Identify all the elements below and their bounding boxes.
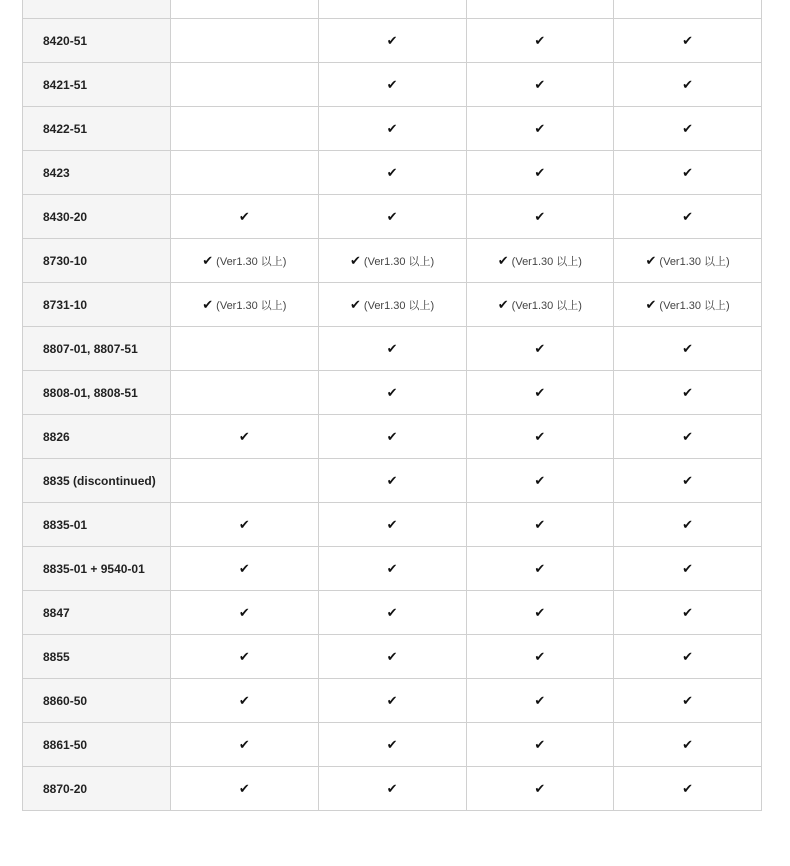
check-icon: ✔ — [497, 253, 509, 269]
support-cell — [466, 635, 614, 679]
version-note: (Ver1.30 以上) — [216, 299, 287, 312]
model-name-cell: 8420-51 — [23, 19, 171, 63]
version-note: (Ver1.30 以上) — [511, 255, 582, 268]
support-cell — [318, 679, 466, 723]
check-icon: ✔ — [386, 473, 398, 489]
support-cell — [614, 767, 762, 811]
version-note: (Ver1.30 以上) — [363, 299, 435, 312]
model-name-cell: 8847 — [23, 591, 171, 635]
check-icon: ✔ — [534, 737, 546, 753]
support-cell — [466, 503, 614, 547]
check-icon: ✔ — [682, 517, 694, 533]
support-cell — [318, 503, 466, 547]
check-icon: ✔ — [386, 33, 398, 49]
check-icon: ✔ — [534, 605, 546, 621]
table-row — [23, 547, 762, 591]
support-cell — [466, 107, 614, 151]
version-note: (Ver1.30 以上) — [659, 255, 730, 268]
support-cell — [614, 19, 762, 63]
check-icon: ✔ — [386, 737, 398, 753]
support-cell — [171, 415, 319, 459]
support-cell — [614, 107, 762, 151]
check-icon: ✔ — [238, 517, 250, 533]
support-cell — [318, 767, 466, 811]
check-icon: ✔ — [386, 693, 398, 709]
support-cell — [466, 547, 614, 591]
check-icon: ✔ — [386, 77, 398, 93]
check-icon: ✔ — [386, 649, 398, 665]
table-row — [23, 107, 762, 151]
check-icon: ✔ — [350, 253, 361, 269]
check-icon: ✔ — [534, 517, 546, 533]
table-row — [23, 635, 762, 679]
support-cell — [318, 19, 466, 63]
check-icon: ✔ — [238, 693, 250, 709]
support-cell — [318, 107, 466, 151]
model-name-cell — [23, 0, 171, 19]
check-icon: ✔ — [682, 429, 694, 445]
table-row — [23, 723, 762, 767]
support-cell — [171, 635, 319, 679]
table-row — [23, 767, 762, 811]
check-icon: ✔ — [386, 209, 398, 225]
support-cell — [466, 723, 614, 767]
support-cell — [318, 459, 466, 503]
table-row — [23, 415, 762, 459]
support-cell — [466, 415, 614, 459]
support-cell — [466, 151, 614, 195]
check-icon: ✔ — [682, 165, 694, 181]
table-row — [23, 239, 762, 283]
version-note: (Ver1.30 以上) — [363, 255, 435, 268]
table-row — [23, 151, 762, 195]
support-cell — [318, 371, 466, 415]
support-cell — [171, 547, 319, 591]
support-cell — [466, 591, 614, 635]
table-row — [23, 371, 762, 415]
support-cell — [466, 195, 614, 239]
check-icon: ✔ — [534, 781, 546, 797]
support-cell — [171, 239, 319, 283]
support-cell — [318, 63, 466, 107]
table-row — [23, 503, 762, 547]
support-cell — [614, 679, 762, 723]
support-cell — [614, 239, 762, 283]
model-name-cell: 8870-20 — [23, 767, 171, 811]
compatibility-table — [22, 0, 762, 811]
check-icon: ✔ — [682, 649, 694, 665]
support-cell — [171, 767, 319, 811]
check-icon: ✔ — [534, 165, 546, 181]
support-cell — [318, 591, 466, 635]
check-icon: ✔ — [238, 429, 250, 445]
table-row — [23, 591, 762, 635]
check-icon: ✔ — [534, 341, 546, 357]
check-icon: ✔ — [386, 605, 398, 621]
support-cell — [466, 371, 614, 415]
model-name-cell: 8808-01, 8808-51 — [23, 371, 171, 415]
check-icon: ✔ — [534, 385, 546, 401]
version-note: (Ver1.30 以上) — [659, 299, 730, 312]
support-cell — [171, 19, 319, 63]
check-icon: ✔ — [238, 649, 250, 665]
table-row — [23, 0, 762, 19]
model-name-cell: 8826 — [23, 415, 171, 459]
table-row — [23, 679, 762, 723]
model-name-cell: 8730-10 — [23, 239, 171, 283]
check-icon: ✔ — [238, 781, 250, 797]
check-icon: ✔ — [682, 473, 694, 489]
check-icon: ✔ — [497, 297, 509, 313]
check-icon: ✔ — [386, 385, 398, 401]
support-cell — [466, 679, 614, 723]
support-cell — [171, 327, 319, 371]
support-cell — [318, 195, 466, 239]
support-cell — [466, 327, 614, 371]
support-cell — [466, 0, 614, 19]
table-row — [23, 63, 762, 107]
check-icon: ✔ — [682, 561, 694, 577]
check-icon: ✔ — [682, 693, 694, 709]
support-cell — [318, 327, 466, 371]
check-icon: ✔ — [682, 781, 694, 797]
check-icon: ✔ — [386, 781, 398, 797]
model-name-cell: 8835-01 — [23, 503, 171, 547]
check-icon: ✔ — [350, 297, 361, 313]
check-icon: ✔ — [534, 649, 546, 665]
model-name-cell: 8422-51 — [23, 107, 171, 151]
version-note: (Ver1.30 以上) — [216, 255, 287, 268]
check-icon: ✔ — [682, 209, 694, 225]
model-name-cell: 8835 (discontinued) — [23, 459, 171, 503]
check-icon: ✔ — [534, 693, 546, 709]
check-icon: ✔ — [534, 429, 546, 445]
support-cell — [171, 283, 319, 327]
support-cell — [614, 635, 762, 679]
check-icon: ✔ — [682, 33, 694, 49]
support-cell — [466, 767, 614, 811]
support-cell — [466, 19, 614, 63]
check-icon: ✔ — [682, 77, 694, 93]
check-icon: ✔ — [682, 121, 694, 137]
check-icon: ✔ — [534, 77, 546, 93]
check-icon: ✔ — [202, 253, 214, 269]
table-row — [23, 283, 762, 327]
support-cell — [614, 503, 762, 547]
support-cell — [466, 63, 614, 107]
support-cell — [318, 415, 466, 459]
check-icon: ✔ — [386, 121, 398, 137]
support-cell — [318, 635, 466, 679]
support-cell — [614, 459, 762, 503]
check-icon: ✔ — [238, 561, 250, 577]
check-icon: ✔ — [682, 341, 694, 357]
model-name-cell: 8835-01 + 9540-01 — [23, 547, 171, 591]
table-body — [23, 0, 762, 811]
support-cell — [318, 283, 466, 327]
support-cell — [466, 239, 614, 283]
table-row — [23, 19, 762, 63]
support-cell — [318, 151, 466, 195]
model-name-cell: 8807-01, 8807-51 — [23, 327, 171, 371]
check-icon: ✔ — [682, 737, 694, 753]
check-icon: ✔ — [386, 429, 398, 445]
support-cell — [171, 371, 319, 415]
model-name-cell: 8430-20 — [23, 195, 171, 239]
model-name-cell: 8421-51 — [23, 63, 171, 107]
check-icon: ✔ — [534, 473, 546, 489]
support-cell — [171, 107, 319, 151]
check-icon: ✔ — [534, 121, 546, 137]
check-icon: ✔ — [238, 605, 250, 621]
support-cell — [171, 591, 319, 635]
check-icon: ✔ — [645, 253, 657, 269]
support-cell — [318, 0, 466, 19]
check-icon: ✔ — [386, 341, 398, 357]
table-row — [23, 327, 762, 371]
support-cell — [466, 283, 614, 327]
support-cell — [614, 415, 762, 459]
model-name-cell: 8861-50 — [23, 723, 171, 767]
table-row — [23, 195, 762, 239]
support-cell — [614, 0, 762, 19]
check-icon: ✔ — [386, 561, 398, 577]
check-icon: ✔ — [534, 561, 546, 577]
support-cell — [614, 195, 762, 239]
support-cell — [171, 0, 319, 19]
check-icon: ✔ — [238, 209, 250, 225]
support-cell — [466, 459, 614, 503]
support-cell — [614, 371, 762, 415]
model-name-cell: 8731-10 — [23, 283, 171, 327]
check-icon: ✔ — [682, 385, 694, 401]
support-cell — [171, 63, 319, 107]
model-name-cell: 8860-50 — [23, 679, 171, 723]
support-cell — [614, 327, 762, 371]
support-cell — [614, 283, 762, 327]
version-note: (Ver1.30 以上) — [511, 299, 582, 312]
check-icon: ✔ — [534, 33, 546, 49]
support-cell — [171, 151, 319, 195]
support-cell — [318, 547, 466, 591]
support-cell — [614, 151, 762, 195]
support-cell — [171, 503, 319, 547]
support-cell — [614, 547, 762, 591]
check-icon: ✔ — [534, 209, 546, 225]
model-name-cell: 8423 — [23, 151, 171, 195]
check-icon: ✔ — [386, 517, 398, 533]
check-icon: ✔ — [645, 297, 657, 313]
check-icon: ✔ — [238, 737, 250, 753]
support-cell — [614, 591, 762, 635]
support-cell — [171, 723, 319, 767]
table-row — [23, 459, 762, 503]
support-cell — [614, 723, 762, 767]
support-cell — [318, 239, 466, 283]
model-name-cell: 8855 — [23, 635, 171, 679]
check-icon: ✔ — [202, 297, 214, 313]
support-cell — [171, 195, 319, 239]
support-cell — [318, 723, 466, 767]
support-cell — [171, 679, 319, 723]
check-icon: ✔ — [682, 605, 694, 621]
check-icon: ✔ — [386, 165, 398, 181]
support-cell — [614, 63, 762, 107]
support-cell — [171, 459, 319, 503]
